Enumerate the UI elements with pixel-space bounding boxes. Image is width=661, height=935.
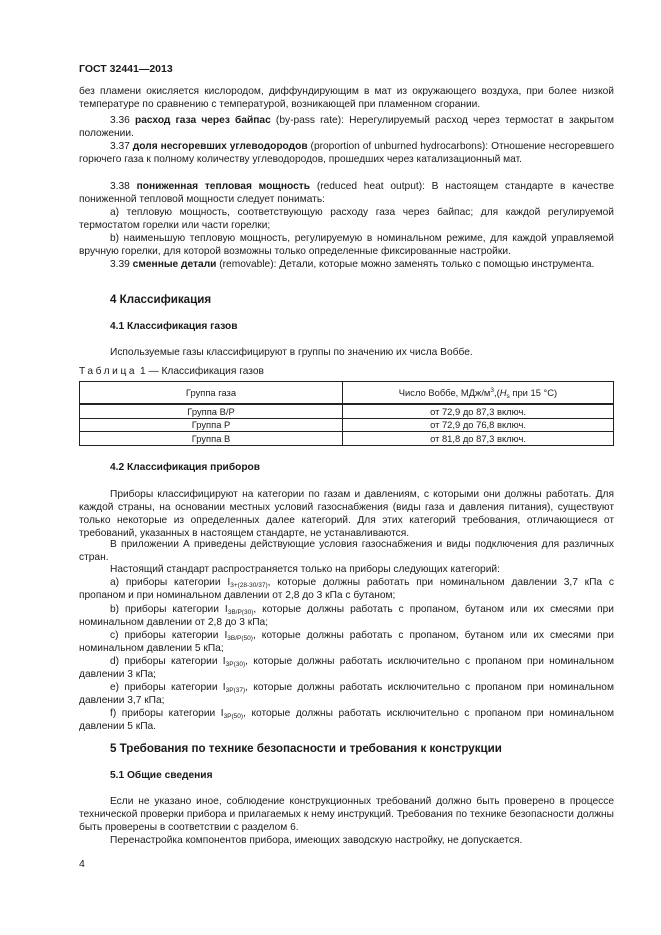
term-3-38: 3.38 пониженная тепловая мощность (reduced heat output): В настоящем стандарте в качестве пониженной тепловой мощности следует понимать:	[79, 181, 614, 205]
category-item-e: е) приборы категории $I_{3P(37)}$, которые должны работать исключительно с пропаном при номинальном давлении 3,7 кПа;	[79, 682, 614, 706]
col-gas-group: Группа газа	[80, 382, 343, 405]
gas-classification-table	[79, 381, 614, 446]
section-5-1-p2: Перенастройка компонентов прибора, имеющих заводскую настройку, не допускается.	[110, 835, 523, 846]
table-row: Группа В/Р от 72,9 до 87,3 включ.	[80, 404, 614, 418]
page-number: 4	[79, 858, 85, 870]
section-4-2-p3: Настоящий стандарт распространяется только на приборы следующих категорий:	[110, 564, 500, 575]
section-5-1-p1: Если не указано иное, соблюдение конструкционных требований должно быть проверено в процессе технической проверки прибора и прилагаемых к нему инструкций. Требования по технике безопасности должны быть проверены в соответствии с разделом 6.	[79, 796, 614, 833]
category-item-d: d) приборы категории $I_{3P(30)}$, которые должны работать исключительно с пропаном при номинальном давлении 3 кПа;	[79, 656, 614, 680]
continued-paragraph: без пламени окисляется кислородом, диффундирующим в мат из окружающего воздуха, при более низкой температуре по сравнению с температурой, возникающей при пламенном сгорании.	[79, 86, 614, 110]
section-4-1-title: 4.1 Классификация газов	[110, 321, 238, 332]
category-item-f: f) приборы категории $I_{3P(50)}$, которые должны работать исключительно с пропаном при номинальном давлении 5 кПа.	[79, 708, 614, 732]
table-row: Группа Р от 72,9 до 76,8 включ.	[80, 418, 614, 432]
term-3-39: 3.39 сменные детали (removable): Детали, которые можно заменять только с помощью инструмента.	[110, 259, 595, 270]
term-3-37: 3.37 доля несгоревших углеводородов (proportion of unburned hydrocarbons): Отношение несгоревшего горючего газа к полному количеству углеводородов, прошедших через катализационный мат.	[79, 141, 615, 165]
table-row: Группа В от 81,8 до 87,3 включ.	[80, 432, 614, 446]
section-4-2-p1: Приборы классифицируют на категории по газам и давлениям, с которыми они должны работать. Для каждой страны, на основании местных условий газоснабжения (виды газа и давления питания), существуют только некоторые из определенных далее категорий. Для этих категорий требования, отличающиеся от требований, указанных в настоящем стандарте, не устанавливаются.	[79, 489, 614, 539]
term-3-36: 3.36 расход газа через байпас (by-pass rate): Нерегулируемый расход через термостат в закрытом положении.	[79, 115, 614, 139]
col-wobbe-number: Число Воббе, МДж/$м^3,(H_s$ при 15 °C)	[343, 382, 614, 405]
section-5-1-title: 5.1 Общие сведения	[110, 770, 213, 781]
term-3-38-item-b: b) наименьшую тепловую мощность, регулируемую в номинальном режиме, для каждой управляемой вручную горелки, для которой возможны только определенные фиксированные настройки.	[79, 233, 614, 257]
section-5-title: 5 Требования по технике безопасности и требования к конструкции	[110, 742, 502, 755]
section-4-title: 4 Классификация	[110, 293, 212, 306]
term-3-38-item-a: а) тепловую мощность, соответствующую расходу газа через байпас; для каждой регулируемой термостатом горелки или части горелки;	[79, 207, 614, 231]
category-item-a: а) приборы категории $I_{3+(28-30/37)}$, которые должны работать при номинальном давлении 3,7 кПа с пропаном и при номинальном давлении от 2,8 до 3 кПа с бутаном;	[79, 577, 614, 601]
table-caption: Таблица 1 — Классификация газов	[79, 366, 264, 377]
category-item-b: b) приборы категории $I_{3B/P(30)}$, которые должны работать с пропаном, бутаном или их смесями при номинальном давлении от 2,8 до 3 кПа;	[79, 604, 614, 628]
section-4-1-text: Используемые газы классифицируют в группы по значению их числа Воббе.	[110, 347, 473, 358]
document-header: ГОСТ 32441—2013	[79, 63, 173, 75]
section-4-2-p2: В приложении А приведены действующие условия газоснабжения и виды подключения для различных стран.	[79, 539, 614, 563]
category-item-c: с) приборы категории $I_{3B/P(50)}$, которые должны работать с пропаном, бутаном или их смесями при номинальном давлении 5 кПа;	[79, 630, 614, 654]
table-header-row	[80, 382, 614, 405]
section-4-2-title: 4.2 Классификация приборов	[110, 462, 261, 473]
